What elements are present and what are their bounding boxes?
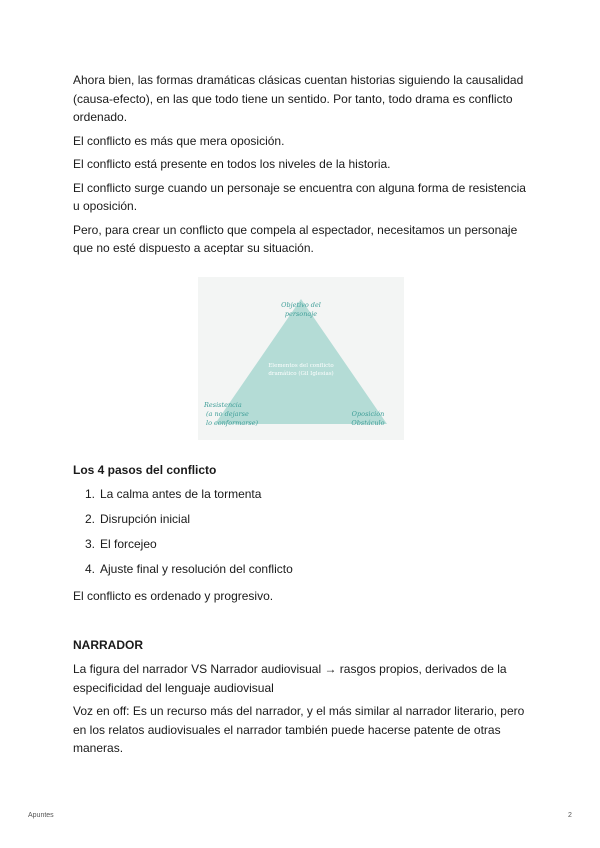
footer-title: Apuntes xyxy=(28,812,54,819)
steps-list xyxy=(73,486,533,586)
narrador-heading: NARRADOR xyxy=(73,638,143,652)
paragraph-resistencia: El conflicto surge cuando un personaje se encuentra con alguna forma de resistencia u oposición. xyxy=(73,180,526,213)
left-label-line1: Resistencia xyxy=(204,400,242,409)
steps-heading: Los 4 pasos del conflicto xyxy=(73,462,217,477)
top-label-line1: Objetivo del xyxy=(281,300,321,309)
left-label-line3: lo conformarse) xyxy=(206,418,259,427)
paragraph-oposicion: El conflicto es más que mera oposición. xyxy=(73,133,285,148)
list-item xyxy=(73,536,533,561)
narrador-paragraph-1: La figura del narrador VS Narrador audiovisual → rasgos propios, derivados de la especificidad del lenguaje audiovisual xyxy=(73,662,507,695)
center-label-line1: Elementos del conflicto xyxy=(268,362,334,369)
right-label-line1: Oposición xyxy=(351,409,385,418)
list-number: 2. xyxy=(84,511,95,526)
list-number: 1. xyxy=(84,486,95,501)
page-number: 2 xyxy=(568,812,572,819)
list-number: 4. xyxy=(84,561,95,576)
paragraph-espectador: Pero, para crear un conflicto que compela al espectador, necesitamos un personaje que no esté dispuesto a aceptar su situación. xyxy=(73,222,518,255)
list-item xyxy=(73,511,533,536)
steps-closing: El conflicto es ordenado y progresivo. xyxy=(73,588,274,603)
list-text: El forcejeo xyxy=(100,536,157,551)
list-item xyxy=(73,486,533,511)
list-item xyxy=(73,561,533,586)
document-body xyxy=(73,71,533,758)
list-text: Disrupción inicial xyxy=(100,511,191,526)
left-label-line2: (a no dejarse xyxy=(206,409,249,418)
paragraph-causalidad: Ahora bien, las formas dramáticas clásicas cuentan historias siguiendo la causalidad (causa-efecto), en las que todo tiene un sentido. Por tanto, todo drama es conflicto ordenado. xyxy=(73,73,524,124)
narrador-paragraph-2: Voz en off: Es un recurso más del narrador, y el más similar al narrador literario, pero en los relatos audiovisuales el narrador también puede hacerse patente de otras maneras. xyxy=(73,704,525,755)
conflict-triangle-figure xyxy=(198,277,404,440)
right-label-line2: Obstáculo xyxy=(351,418,385,427)
top-label-line2: personaje xyxy=(284,309,318,318)
paragraph-niveles: El conflicto está presente en todos los niveles de la historia. xyxy=(73,157,391,171)
conflict-triangle-diagram xyxy=(198,277,404,440)
center-label-line2: dramático (Gil Iglesias) xyxy=(268,370,334,377)
list-text: Ajuste final y resolución del conflicto xyxy=(100,561,293,576)
list-text: La calma antes de la tormenta xyxy=(100,486,262,501)
list-number: 3. xyxy=(84,536,95,551)
